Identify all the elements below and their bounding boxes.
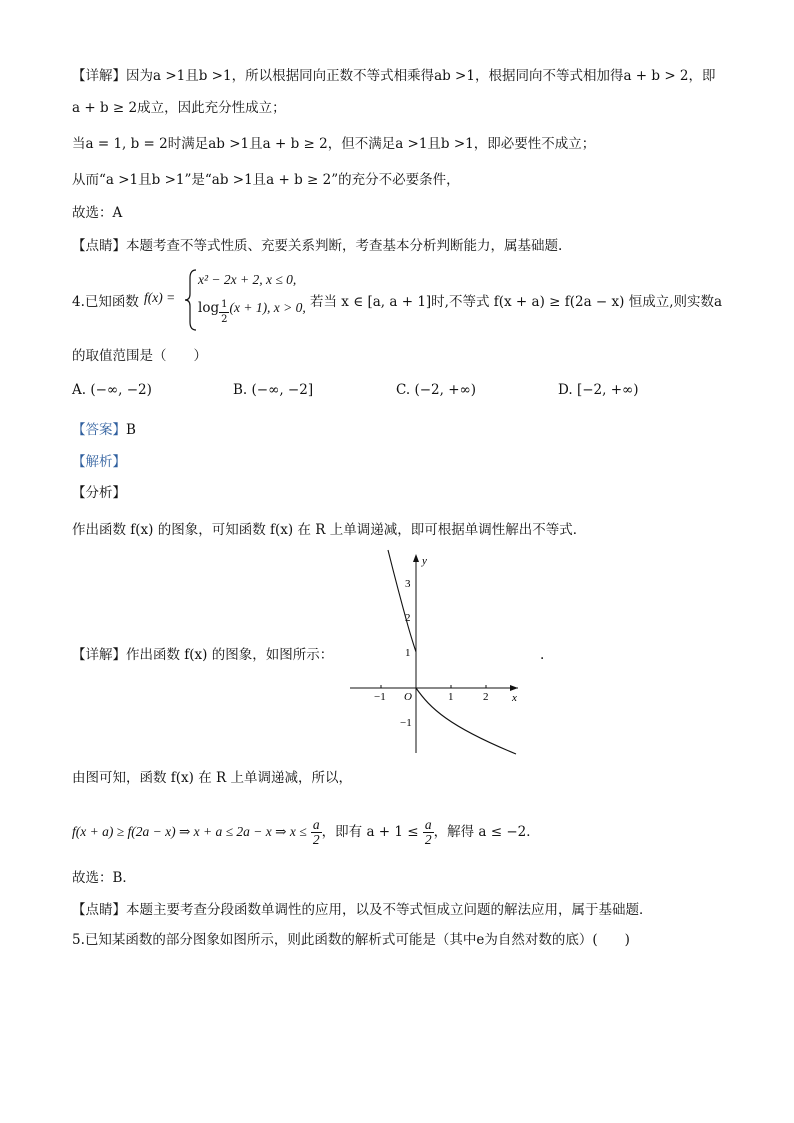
graph-trailing-dot: .	[540, 647, 545, 663]
fenxi-text: 作出函数 f(x) 的图象，可知函数 f(x) 在 R 上单调递减，即可根据单调性解出不等式．	[72, 522, 587, 538]
detail-tag: 【详解】	[72, 68, 126, 84]
remark-tag: 【点睛】	[72, 238, 126, 254]
q4-function-name: f(x) =	[144, 290, 176, 305]
frac-2-den: 2	[424, 832, 432, 847]
option-a-label: A.	[72, 382, 87, 398]
detail-paragraph-1	[72, 66, 716, 86]
fenxi-tag: 【分析】	[72, 485, 126, 501]
answer-value: B	[126, 422, 136, 438]
choice-b-line: 故选：B．	[72, 870, 136, 886]
question-5: 5.已知某函数的部分图象如图所示，则此函数的解析式可能是（其中e为自然对数的底）( )	[72, 932, 630, 948]
log-base-den: 2	[221, 314, 228, 325]
y-tick-label-2: 2	[405, 612, 411, 624]
answer-line	[72, 420, 136, 440]
option-b-label: B.	[233, 382, 248, 398]
curve-right-branch	[416, 688, 516, 754]
derivation-line	[72, 818, 540, 847]
y-tick-label-neg1: −1	[400, 717, 412, 729]
derivation-mid: ，即有 a + 1 ≤	[321, 824, 419, 840]
q4-suffix: 若当 x ∈ [a, a + 1]时,不等式 f(x + a) ≥ f(2a − x) 恒成立,则实数a	[310, 294, 723, 310]
x-tick-label-2: 2	[483, 691, 489, 703]
derivation-left: f(x + a) ≥ f(2a − x) ⇒ x + a ≤ 2a − x ⇒ x ≤	[72, 824, 307, 839]
derivation-frac-2	[423, 818, 434, 847]
choice-a-line: 故选：A	[72, 205, 123, 221]
y-tick-label-1: 1	[405, 647, 411, 659]
option-a-value: (−∞, −2)	[90, 382, 152, 398]
conclusion-paragraph: 从而“a >1且b >1”是“ab >1且a + b ≥ 2”的充分不必要条件，	[72, 172, 460, 188]
derivation-frac-1	[311, 818, 322, 847]
detail-paragraph-1-cont: a + b ≥ 2成立，因此充分性成立；	[72, 100, 286, 116]
x-axis-label: x	[512, 692, 517, 704]
frac-1-num: a	[312, 817, 320, 832]
q4-line-2: 的取值范围是（ ）	[72, 348, 207, 364]
log-base-num: 1	[219, 298, 229, 313]
remark-2-tag: 【点睛】	[72, 902, 126, 918]
y-axis-arrow	[413, 554, 419, 562]
option-a	[72, 382, 152, 398]
y-axis-label: y	[422, 555, 427, 567]
log-base	[219, 298, 229, 327]
option-c-label: C.	[396, 382, 411, 398]
frac-2-num: a	[424, 817, 432, 832]
answer-tag: 【答案】	[72, 422, 126, 438]
function-graph	[348, 548, 523, 758]
remark-text: 本题考查不等式性质、充要关系判断，考查基本分析判断能力，属基础题.	[126, 238, 563, 254]
remark-paragraph-2	[72, 900, 653, 920]
remark-paragraph-1	[72, 236, 562, 256]
necessity-paragraph: 当a = 1, b = 2时满足ab >1且a + b ≥ 2，但不满足a >1且b >1，即必要性不成立；	[72, 136, 596, 152]
x-axis-arrow	[510, 685, 518, 691]
option-b-value: (−∞, −2]	[251, 382, 314, 398]
q4-case-1: x² − 2x + 2, x ≤ 0,	[198, 272, 297, 287]
origin-label: O	[404, 691, 412, 703]
case-2-rest: (x + 1), x > 0,	[229, 300, 306, 315]
option-c	[396, 382, 476, 398]
option-d-label: D.	[558, 382, 573, 398]
log-text: log	[198, 300, 220, 316]
monotonic-conclusion: 由图可知，函数 f(x) 在 R 上单调递减，所以，	[72, 770, 352, 786]
x-tick-label-neg1: −1	[374, 691, 386, 703]
option-d-value: [−2, +∞)	[576, 382, 639, 398]
frac-1-den: 2	[312, 832, 320, 847]
option-c-value: (−2, +∞)	[414, 382, 477, 398]
curve-left-branch	[388, 550, 416, 652]
remark-2-text: 本题主要考查分段函数单调性的应用，以及不等式恒成立问题的解法应用，属于基础题．	[126, 902, 653, 918]
option-b	[233, 382, 313, 398]
q4-prefix: 4.已知函数	[72, 294, 139, 310]
y-tick-label-3: 3	[405, 578, 411, 590]
graph-detail-line	[72, 645, 333, 665]
piecewise-brace	[184, 268, 198, 332]
derivation-right: ，解得 a ≤ −2．	[433, 824, 540, 840]
graph-detail-text: 作出函数 f(x) 的图象，如图所示：	[126, 647, 334, 663]
q4-case-2	[198, 298, 306, 327]
x-tick-label-1: 1	[448, 691, 454, 703]
graph-detail-tag: 【详解】	[72, 647, 126, 663]
analysis-tag: 【解析】	[72, 454, 126, 470]
option-d	[558, 382, 639, 398]
detail-text-line1: 因为a >1且b >1，所以根据同向正数不等式相乘得ab >1，根据同向不等式相加得a + b > 2，即	[126, 68, 716, 84]
